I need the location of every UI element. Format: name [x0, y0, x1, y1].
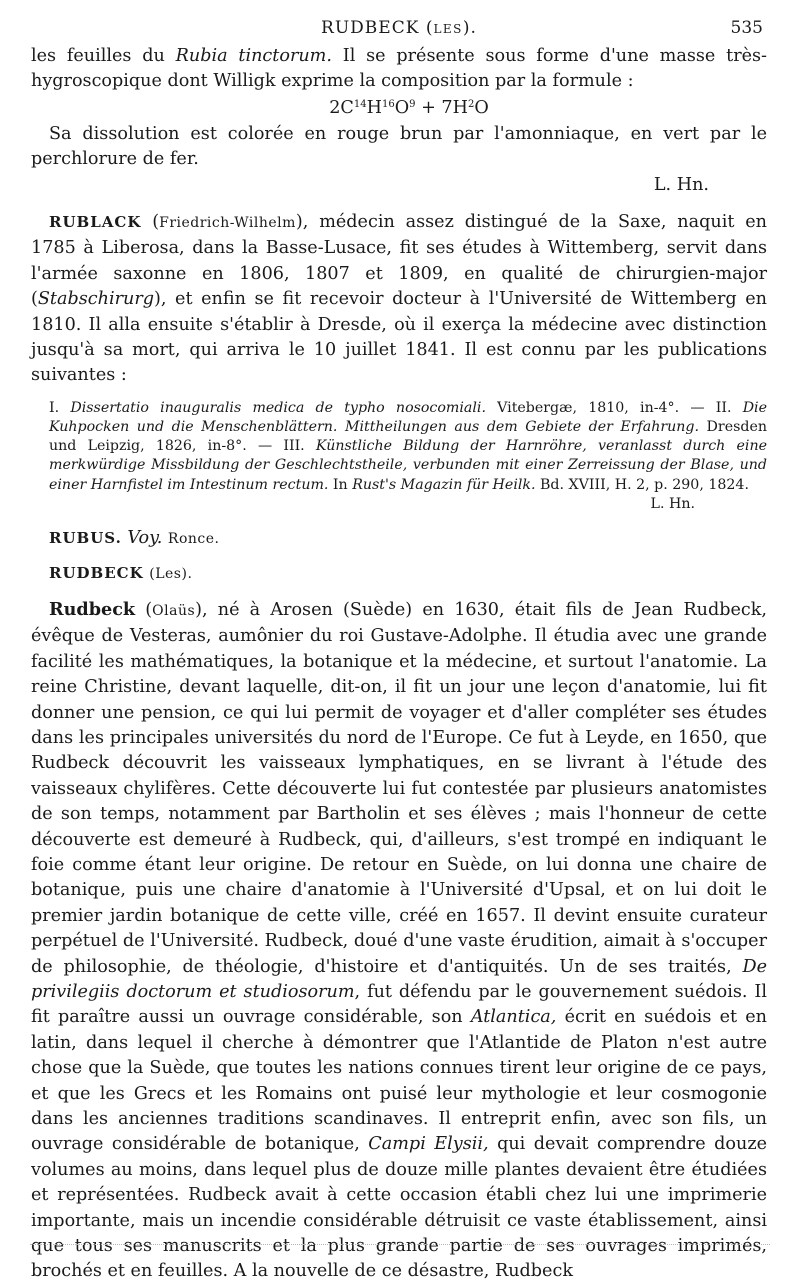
formula-o2: O	[474, 97, 489, 118]
formula-c-sup: 14	[353, 98, 367, 110]
olaus-text-2: , fut défendu par le gouvernement suédois. Il fit paraître aussi un ouvrage considérable, son	[31, 982, 768, 1028]
olaus-italic-3: Campi Elysii,	[368, 1134, 489, 1155]
rubus-keyword: RUBUS.	[49, 529, 122, 548]
formula-o: O	[394, 97, 410, 118]
formula-c: 2C	[329, 97, 354, 118]
olaus-text-1: ), né à Arosen (Suède) en 1630, était fils de Jean Rudbeck, évêque de Vesteras, aumônier du roi Gustave-Adolphe. Il étudia avec une grande facilité les mathématiques, la botanique et la médecine, et surtout l'anatomie. La reine Christine, devant laquelle, dit-on, il fit un jour une leçon d'anatomie, lui fit donner une pension, ce qui lui permit de voyager et d'aller compléter ses études dans les principales universités du nord de l'Europe. Ce fut à Leyde, en 1650, que Rudbeck découvrit les vaisseaux lymphatiques, en se livrant à l'étude des vaisseaux chylifères. Cette découverte lui fut contestée par plusieurs anatomistes de son temps, notamment par Bartholin et ses élèves ; mais l'honneur de cette découverte est demeuré à Rudbeck, qui, d'ailleurs, s'est trompé en indiquant le foie comme étant leur origine. De retour en Suède, on lui donna une chaire de botanique, puis une chaire d'anatomie à l'Université d'Upsal, et on lui doit le premier jardin botanique de cette ville, créé en 1657. Il devint ensuite curateur perpétuel de l'Université. Rudbeck, doué d'une vaste érudition, aimait à s'occuper de philosophie, de théologie, d'histoire et d'antiquités. Un de ses traités,	[31, 599, 767, 977]
intro-paragraph-2	[31, 122, 767, 173]
formula-h-sup: 16	[381, 98, 395, 110]
rudbeck-suffix: (Les).	[149, 565, 193, 582]
intro-species: Rubia tinctorum.	[175, 46, 332, 66]
bib-title-2: Die Kuhpocken und die Menschenblättern. Mittheilungen aus dem Gebiete der Erfahrung.	[49, 399, 767, 436]
rubus-entry	[31, 526, 767, 552]
intro-text-2: Il se présente sous forme d'une masse très-hygroscopique dont Willigk exprime la composition par la formule :	[31, 46, 767, 92]
signature-text: L. Hn.	[653, 174, 709, 195]
rublack-text-2: ), et enfin se fit recevoir docteur à l'Université de Wittemberg en 1810. Il alla ensuite s'établir à Dresde, où il exerça la médecine avec distinction jusqu'à sa mort, qui arriva le 10 juillet 1841. Il est connu par les publications suivantes :	[31, 289, 767, 386]
rubus-voy: Voy.	[127, 528, 163, 549]
bib-pub-1: Vitebergæ, 1810, in-4°. — II.	[485, 399, 743, 416]
bib-pub-2: Dresden und Leipzig, 1826, in-8°. — III.	[49, 419, 767, 455]
formula-o-sup: 9	[409, 98, 416, 110]
rublack-italic-term: Stabschirurg	[37, 289, 155, 310]
formula-plus-water: + 7H	[415, 97, 468, 118]
bib-pub-3: In	[328, 476, 353, 493]
bib-signature: L. Hn.	[650, 495, 695, 512]
page	[31, 18, 767, 1285]
olaus-italic-2: Atlantica,	[470, 1007, 557, 1028]
intro-text-3: Sa dissolution est colorée en rouge brun par l'amonniaque, en vert par le perchlorure de fer.	[31, 123, 767, 170]
rublack-text: ), médecin assez distingué de la Saxe, naquit en 1785 à Liberosa, dans la Basse-Lusace, fit ses études à Wittemberg, servit dans l'armée saxonne en 1806, 1807 et 1809, en qualité de chirurgien-major (	[31, 212, 767, 310]
olaus-keyword: Rudbeck	[49, 598, 136, 620]
olaus-text-4: qui devait comprendre douze volumes au moins, dans lequel plus de douze mille plantes devaient être étudiées et représentées. Rudbeck avait à cette occasion établi chez lui une imprimerie importante, mais un incendie considérable détruisit ce vaste établissement, ainsi que tous ses manuscrits et la plus grande partie de ses ouvrages imprimés, brochés et en feuilles. A la nouvelle de ce désastre, Rudbeck	[31, 1134, 768, 1282]
rubus-reference: Ronce.	[167, 531, 220, 548]
intro-signature	[31, 173, 767, 198]
rudbeck-olaus-article: Rudbeck (Olaüs), né à Arosen (Suède) en 1630, était fils de Jean Rudbeck, évêque de Vesteras, aumônier du roi Gustave-Adolphe. Il étudia avec une grande facilité les mathématiques, la botanique et la médecine, et surtout l'anatomie. La reine Christine, devant laquelle, dit-on, il fit un jour une leçon d'anatomie, lui fit donner une pension, ce qui lui permit de voyager et d'aller compléter ses études dans les principales universités du nord de l'Europe. Ce fut à Leyde, en 1650, que Rudbeck découvrit les vaisseaux lymphatiques, en se livrant à l'étude des vaisseaux chylifères. Cette découverte lui fut contestée par plusieurs anatomistes de son temps, notamment par Bartholin et ses élèves ; mais l'honneur de cette découverte est demeuré à Rudbeck, qui, d'ailleurs, s'est trompé en indiquant le foie comme étant leur origine. De retour en Suède, on lui donna une chaire de botanique, puis une chaire d'anatomie à l'Université d'Upsal, et on lui doit le premier jardin botanique de cette ville, créé en 1657. Il devint ensuite curateur perpétuel de l'Université. Rudbeck, doué d'une vaste érudition, aimait à s'occuper de philosophie, de théologie, d'histoire et d'antiquités. Un de ses traités, De privilegiis doctorum et studiosorum, fut défendu par le gouvernement suédois. Il fit paraître aussi un ouvrage considérable, son Atlantica, écrit en suédois et en latin, dans lequel il cherche à démontrer que l'Atlantide de Platon n'est autre chose que la Suède, que toutes les nations connues tirent leur origine de ce pays, et que les Grecs et les Romains ont puisé leur mythologie et leur cosmogonie dans les anciennes traditions scandinaves. Il entreprit enfin, avec son fils, un ouvrage considérable de botanique, Campi Elysii, qui devait comprendre douze volumes au moins, dans lequel plus de douze mille plantes devaient être étudiées et représentées. Rudbeck avait à cette occasion établi chez lui une imprimerie importante, mais un incendie considérable détruisit ce vaste établissement, ainsi que tous ses manuscrits et la plus grande partie de ses ouvrages imprimés, brochés et en feuilles. A la nouvelle de ce désastre, Rudbeck	[31, 598, 768, 1282]
rublack-keyword: RUBLACK	[49, 213, 142, 232]
olaus-text-3: écrit en suédois et en latin, dans lequel il cherche à démontrer que l'Atlantide de Platon n'est autre chose que la Suède, que toutes les nations connues tirent leur origine de ce pays, et que les Grecs et les Romains ont puisé leur mythologie et leur cosmogonie dans les anciennes traditions scandinaves. Il entreprit enfin, avec son fils, un ouvrage considérable de botanique,	[31, 1007, 767, 1155]
rudbeck-heading	[31, 561, 767, 587]
running-title-close: ).	[462, 18, 477, 38]
intro-text: les feuilles du	[31, 46, 176, 66]
rudbeck-keyword: RUDBECK	[49, 563, 144, 582]
formula-h2-sup: 2	[467, 98, 475, 110]
page-number: 535	[730, 18, 763, 38]
bib-journal: Rust's Magazin für Heilk.	[352, 476, 536, 493]
footer-rule	[30, 1244, 770, 1245]
bib-number: I.	[49, 399, 71, 416]
running-title-smallcaps: LES	[433, 22, 463, 36]
olaus-name: Olaüs	[152, 602, 196, 619]
olaus-italic-1: De privilegiis doctorum et studiosorum	[31, 956, 767, 1002]
running-title-main: RUDBECK (	[321, 18, 434, 38]
rublack-article: RUBLACK (Friedrich-Wilhelm), médecin assez distingué de la Saxe, naquit en 1785 à Liberosa, dans la Basse-Lusace, fit ses études à Wittemberg, servit dans l'armée saxonne en 1806, 1807 et 1809, en qualité de chirurgien-major (Stabschirurg), et enfin se fit recevoir docteur à l'Université de Wittemberg en 1810. Il alla ensuite s'établir à Dresde, où il exerça la médecine avec distinction jusqu'à sa mort, qui arriva le 10 juillet 1841. Il est connu par les publications suivantes :	[31, 212, 767, 386]
rublack-bibliography	[31, 399, 767, 514]
rublack-names: Friedrich-Wilhelm	[159, 215, 296, 232]
running-title	[31, 18, 767, 38]
chemical-formula	[51, 96, 767, 121]
running-head	[31, 18, 767, 44]
intro-paragraph	[31, 44, 767, 95]
formula-h: H	[366, 97, 382, 118]
bib-end: Bd. XVIII, H. 2, p. 290, 1824.	[535, 476, 749, 493]
bib-title-1: Dissertatio inauguralis medica de typho nosocomiali.	[70, 399, 486, 416]
bib-title-3: Künstliche Bildung der Harnröhre, veranlasst durch eine merkwürdige Missbildung der Geschlechtstheile, verbunden mit einer Zerreissung der Blase, und einer Harnfistel im Intestinum rectum.	[49, 438, 768, 493]
